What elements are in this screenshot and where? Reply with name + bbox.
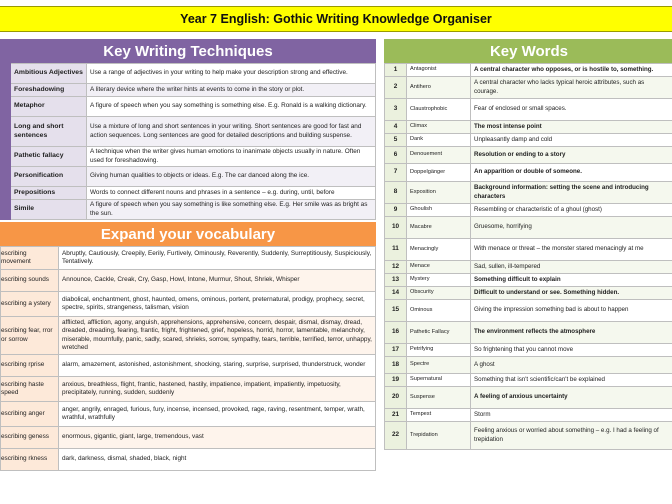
keyword-term: Obscurity	[407, 287, 471, 300]
keyword-number: 1	[385, 64, 407, 77]
vocab-row	[1, 377, 376, 402]
vocab-category: escribing anger	[1, 402, 59, 427]
technique-term: Prepositions	[11, 187, 87, 200]
technique-row	[1, 147, 376, 167]
keyword-definition: A ghost	[471, 357, 672, 374]
keyword-definition: Resolution or ending to a story	[471, 147, 672, 164]
keyword-term: Mystery	[407, 274, 471, 287]
technique-marker	[1, 200, 11, 220]
keyword-term: Macabre	[407, 217, 471, 239]
keyword-definition: With menace or threat – the monster stared menacingly at me	[471, 239, 672, 261]
keyword-term: Antagonist	[407, 64, 471, 77]
techniques-heading: Key Writing Techniques	[0, 39, 376, 63]
keyword-number: 2	[385, 77, 407, 99]
keyword-row	[385, 217, 672, 239]
keyword-definition: Something that isn't scientific/can't be explained	[471, 374, 672, 387]
vocab-words: Announce, Cackle, Creak, Cry, Gasp, Howl, Intone, Murmur, Shout, Shriek, Whisper	[59, 270, 376, 292]
technique-marker	[1, 97, 11, 117]
keyword-row	[385, 274, 672, 287]
keyword-row	[385, 99, 672, 121]
technique-term: Personification	[11, 167, 87, 187]
vocab-heading: Expand your vocabulary	[0, 222, 376, 246]
technique-definition: A figure of speech when you say something is something else. E.g. Ronald is a walking dictionary.	[87, 97, 376, 117]
keyword-row	[385, 147, 672, 164]
keyword-definition: A central character who opposes, or is hostile to, something.	[471, 64, 672, 77]
technique-definition: Use a mixture of long and short sentences in your writing. Short sentences are good for fast and action sequences. Long sentences are good for detailed descriptions and building suspense.	[87, 117, 376, 147]
keyword-term: Doppelgänger	[407, 164, 471, 182]
keyword-definition: Difficult to understand or see. Something hidden.	[471, 287, 672, 300]
keyword-row	[385, 77, 672, 99]
keyword-number: 11	[385, 239, 407, 261]
keyword-row	[385, 287, 672, 300]
technique-term: Ambitious Adjectives	[11, 64, 87, 84]
keyword-term: Dank	[407, 134, 471, 147]
technique-definition: Giving human qualities to objects or ideas. E.g. The car danced along the ice.	[87, 167, 376, 187]
technique-term: Foreshadowing	[11, 84, 87, 97]
vocab-row	[1, 449, 376, 471]
keyword-row	[385, 239, 672, 261]
keyword-row	[385, 322, 672, 344]
technique-row	[1, 200, 376, 220]
keyword-row	[385, 64, 672, 77]
technique-row	[1, 117, 376, 147]
keyword-number: 3	[385, 99, 407, 121]
keyword-term: Pathetic Fallacy	[407, 322, 471, 344]
keyword-row	[385, 182, 672, 204]
keyword-term: Supernatural	[407, 374, 471, 387]
technique-term: Simile	[11, 200, 87, 220]
keyword-definition: So frightening that you cannot move	[471, 344, 672, 357]
keywords-heading: Key Words	[384, 39, 672, 63]
keyword-term: Trepidation	[407, 422, 471, 450]
keyword-row	[385, 134, 672, 147]
vocab-words: alarm, amazement, astonished, astonishment, shocking, staring, surprise, surprised, thunderstruck, wonder	[59, 355, 376, 377]
keyword-definition: Sad, sullen, ill-tempered	[471, 261, 672, 274]
keyword-number: 9	[385, 204, 407, 217]
vocab-category: escribing haste speed	[1, 377, 59, 402]
keyword-term: Antihero	[407, 77, 471, 99]
keyword-definition: Gruesome, horrifying	[471, 217, 672, 239]
technique-row	[1, 64, 376, 84]
keyword-term: Spectre	[407, 357, 471, 374]
keyword-definition: The environment reflects the atmosphere	[471, 322, 672, 344]
technique-marker	[1, 147, 11, 167]
keyword-number: 17	[385, 344, 407, 357]
keyword-row	[385, 422, 672, 450]
vocab-category: escribing sounds	[1, 270, 59, 292]
vocab-row	[1, 427, 376, 449]
technique-definition: Use a range of adjectives in your writing to help make your description strong and effective.	[87, 64, 376, 84]
keyword-number: 22	[385, 422, 407, 450]
keyword-definition: Fear of enclosed or small spaces.	[471, 99, 672, 121]
keyword-number: 19	[385, 374, 407, 387]
keyword-term: Menacingly	[407, 239, 471, 261]
keywords-table	[384, 63, 672, 450]
technique-row	[1, 97, 376, 117]
vocab-row	[1, 270, 376, 292]
keyword-number: 18	[385, 357, 407, 374]
keyword-term: Menace	[407, 261, 471, 274]
technique-marker	[1, 117, 11, 147]
keyword-row	[385, 261, 672, 274]
keyword-row	[385, 164, 672, 182]
keyword-number: 16	[385, 322, 407, 344]
vocab-row	[1, 317, 376, 355]
vocab-words: Abruptly, Cautiously, Creepily, Eerily, Furtively, Ominously, Reverently, Suddenly, Surreptitiously, Suspiciously, Tentatively.	[59, 247, 376, 270]
keyword-definition: Something difficult to explain	[471, 274, 672, 287]
keyword-number: 7	[385, 164, 407, 182]
vocab-row	[1, 247, 376, 270]
keyword-term: Ominous	[407, 300, 471, 322]
keyword-number: 10	[385, 217, 407, 239]
technique-definition: A literary device where the writer hints at events to come in the story or plot.	[87, 84, 376, 97]
technique-definition: Words to connect different nouns and phrases in a sentence – e.g. during, until, before	[87, 187, 376, 200]
vocab-category: escribing fear, rror or sorrow	[1, 317, 59, 355]
vocab-row	[1, 292, 376, 317]
technique-marker	[1, 84, 11, 97]
technique-marker	[1, 167, 11, 187]
keyword-term: Ghoulish	[407, 204, 471, 217]
keyword-definition: A feeling of anxious uncertainty	[471, 387, 672, 409]
keyword-number: 15	[385, 300, 407, 322]
technique-row	[1, 187, 376, 200]
vocab-category: escribing a ystery	[1, 292, 59, 317]
technique-definition: A technique when the writer gives human emotions to inanimate objects usually in nature. Often used for foreshadowing.	[87, 147, 376, 167]
keyword-row	[385, 374, 672, 387]
vocab-words: anxious, breathless, flight, frantic, hastened, hastily, impatience, impatient, impatiently, impetuosity, precipitately, running, sudden, suddenly	[59, 377, 376, 402]
technique-row	[1, 84, 376, 97]
vocab-category: escribing rkness	[1, 449, 59, 471]
keyword-definition: Resembling or characteristic of a ghoul (ghost)	[471, 204, 672, 217]
keyword-number: 14	[385, 287, 407, 300]
keyword-term: Exposition	[407, 182, 471, 204]
keyword-number: 12	[385, 261, 407, 274]
keyword-term: Climax	[407, 121, 471, 134]
keyword-number: 4	[385, 121, 407, 134]
keyword-definition: Storm	[471, 409, 672, 422]
keyword-definition: The most intense point	[471, 121, 672, 134]
technique-marker	[1, 64, 11, 84]
keyword-term: Petrifying	[407, 344, 471, 357]
keyword-number: 5	[385, 134, 407, 147]
vocab-table	[0, 246, 376, 471]
keyword-number: 21	[385, 409, 407, 422]
vocab-row	[1, 355, 376, 377]
vocab-row	[1, 402, 376, 427]
vocab-category: escribing geness	[1, 427, 59, 449]
techniques-table	[0, 63, 376, 220]
keyword-definition: Background information: setting the scene and introducing characters	[471, 182, 672, 204]
vocab-category: escribing rprise	[1, 355, 59, 377]
vocab-words: anger, angrily, enraged, furious, fury, incense, incensed, provoked, rage, raving, resentment, temper, wrath, wrathful, wrathfully	[59, 402, 376, 427]
vocab-words: enormous, gigantic, giant, large, tremendous, vast	[59, 427, 376, 449]
keyword-row	[385, 357, 672, 374]
keyword-row	[385, 387, 672, 409]
keyword-term: Tempest	[407, 409, 471, 422]
technique-term: Metaphor	[11, 97, 87, 117]
keyword-definition: Feeling anxious or worried about something – e.g. I had a feeling of trepidation	[471, 422, 672, 450]
keyword-row	[385, 409, 672, 422]
keyword-row	[385, 121, 672, 134]
keyword-term: Claustrophobic	[407, 99, 471, 121]
keyword-definition: A central character who lacks typical heroic attributes, such as courage.	[471, 77, 672, 99]
vocab-category: escribing movement	[1, 247, 59, 270]
technique-term: Long and short sentences	[11, 117, 87, 147]
vocab-words: diabolical, enchantment, ghost, haunted, omens, ominous, portent, preternatural, prodigy, prophecy, secret, spectre, spirits, strangeness, talisman, vision	[59, 292, 376, 317]
keyword-number: 13	[385, 274, 407, 287]
keyword-number: 8	[385, 182, 407, 204]
keyword-term: Suspense	[407, 387, 471, 409]
keyword-number: 20	[385, 387, 407, 409]
vocab-words: afflicted, affliction, agony, anguish, apprehensions, apprehensive, concern, despair, dismal, dismay, dread, dreaded, dreading, fearing, frantic, fright, frightened, grief, hopeless, horrid, horror, lamentable, melancholy, miserable, mournfully, panic, sadly, scared, shrieks, sorrow, sympathy, tears, terrible, terrified, terror, unhappy, wretched	[59, 317, 376, 355]
technique-term: Pathetic fallacy	[11, 147, 87, 167]
keyword-number: 6	[385, 147, 407, 164]
keyword-row	[385, 204, 672, 217]
keyword-definition: Unpleasantly damp and cold	[471, 134, 672, 147]
vocab-words: dark, darkness, dismal, shaded, black, night	[59, 449, 376, 471]
technique-definition: A figure of speech when you say something is like something else. E.g. Her smile was as bright as the sun.	[87, 200, 376, 220]
left-column	[0, 39, 376, 471]
technique-marker	[1, 187, 11, 200]
technique-row	[1, 167, 376, 187]
keyword-definition: An apparition or double of someone.	[471, 164, 672, 182]
keyword-term: Denouement	[407, 147, 471, 164]
keyword-row	[385, 344, 672, 357]
right-column	[384, 39, 672, 450]
keyword-row	[385, 300, 672, 322]
page-title: Year 7 English: Gothic Writing Knowledge Organiser	[0, 6, 672, 32]
keyword-definition: Giving the impression something bad is about to happen	[471, 300, 672, 322]
